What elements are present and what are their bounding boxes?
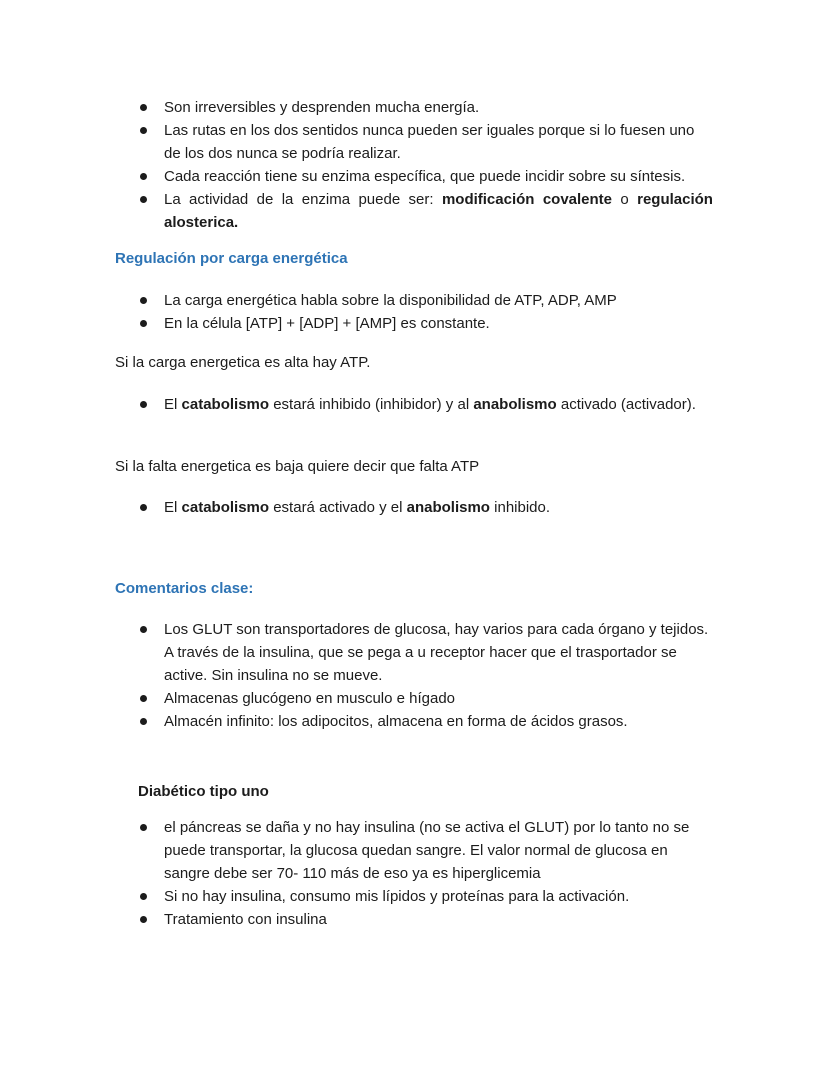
list-item-text: Los GLUT son transportadores de glucosa, hay varios para cada órgano y tejidos. A través de la insulina, que se pega a u receptor hacer que el trasportador se active. Sin insulina no se mueve.: [164, 621, 709, 684]
list-item: [138, 496, 713, 519]
list-item: [138, 908, 713, 931]
section-heading-comentarios: Comentarios clase:: [115, 580, 254, 597]
bullet-icon: [140, 297, 147, 304]
bullet-icon: [140, 173, 147, 180]
bullet-icon: [140, 695, 147, 702]
list-item-text: Cada reacción tiene su enzima específica, que puede incidir sobre su síntesis.: [164, 168, 686, 185]
comentarios-list: [138, 618, 713, 733]
list-item-text: estará activado y el: [269, 499, 407, 516]
bullet-icon: [140, 127, 147, 134]
list-item-text: estará inhibido (inhibidor) y al: [269, 396, 474, 413]
list-item-text: La carga energética habla sobre la disponibilidad de ATP, ADP, AMP: [164, 292, 617, 309]
list-item-text: El: [164, 499, 182, 516]
bullet-icon: [140, 196, 147, 203]
list-item-text: La actividad de la enzima puede ser:: [164, 191, 442, 208]
diabetico-list: [138, 816, 713, 931]
bold-term: regulación alosterica.: [164, 191, 713, 231]
list-item: [138, 816, 713, 885]
list-item-text: o: [612, 191, 638, 208]
list-item-text: Tratamiento con insulina: [164, 911, 327, 928]
bold-term: catabolismo: [181, 396, 270, 413]
section-heading-regulacion: Regulación por carga energética: [115, 250, 348, 267]
bullet-icon: [140, 718, 147, 725]
carga-baja-list: [138, 496, 713, 519]
bullet-icon: [140, 893, 147, 900]
bullet-icon: [140, 626, 147, 633]
bold-term: anabolismo: [473, 396, 557, 413]
list-item-text: activado (activador).: [556, 396, 696, 413]
bullet-icon: [140, 401, 147, 408]
list-item-text: El: [164, 396, 182, 413]
list-item-text: Almacén infinito: los adipocitos, almacena en forma de ácidos grasos.: [164, 713, 628, 730]
list-item-text: Si no hay insulina, consumo mis lípidos y proteínas para la activación.: [164, 888, 630, 905]
list-item-text: Almacenas glucógeno en musculo e hígado: [164, 690, 456, 707]
list-item-text: inhibido.: [489, 499, 551, 516]
subheading-diabetico: Diabético tipo uno: [138, 783, 269, 800]
list-item: [138, 618, 713, 687]
bullet-icon: [140, 504, 147, 511]
list-item: [138, 393, 713, 416]
list-item-text: Las rutas en los dos sentidos nunca pueden ser iguales porque si lo fuesen uno de los dos nunca se podría realizar.: [164, 122, 695, 162]
paragraph: Si la carga energetica es alta hay ATP.: [115, 354, 371, 371]
list-item-text: Son irreversibles y desprenden mucha energía.: [164, 99, 480, 116]
carga-alta-list: [138, 393, 713, 416]
list-item: [138, 289, 713, 312]
bullet-icon: [140, 824, 147, 831]
bold-term: anabolismo: [406, 499, 490, 516]
list-item: [138, 710, 713, 733]
bold-term: modificación covalente: [441, 191, 613, 208]
list-item-text: el páncreas se daña y no hay insulina (no se activa el GLUT) por lo tanto no se puede transportar, la glucosa quedan sangre. El valor normal de glucosa en sangre debe ser 70- 110 más de eso ya es hiperglicemia: [164, 819, 690, 882]
properties-list: [138, 96, 713, 234]
list-item: [138, 312, 713, 335]
bold-term: catabolismo: [181, 499, 270, 516]
list-item: [138, 119, 713, 165]
bullet-icon: [140, 916, 147, 923]
bullet-icon: [140, 320, 147, 327]
carga-list: [138, 289, 713, 335]
paragraph: Si la falta energetica es baja quiere decir que falta ATP: [115, 458, 480, 475]
bullet-icon: [140, 104, 147, 111]
list-item: [138, 687, 713, 710]
list-item: [138, 885, 713, 908]
list-item: [138, 188, 713, 234]
list-item: [138, 165, 713, 188]
list-item-text: En la célula [ATP] + [ADP] + [AMP] es constante.: [164, 315, 490, 332]
list-item: [138, 96, 713, 119]
